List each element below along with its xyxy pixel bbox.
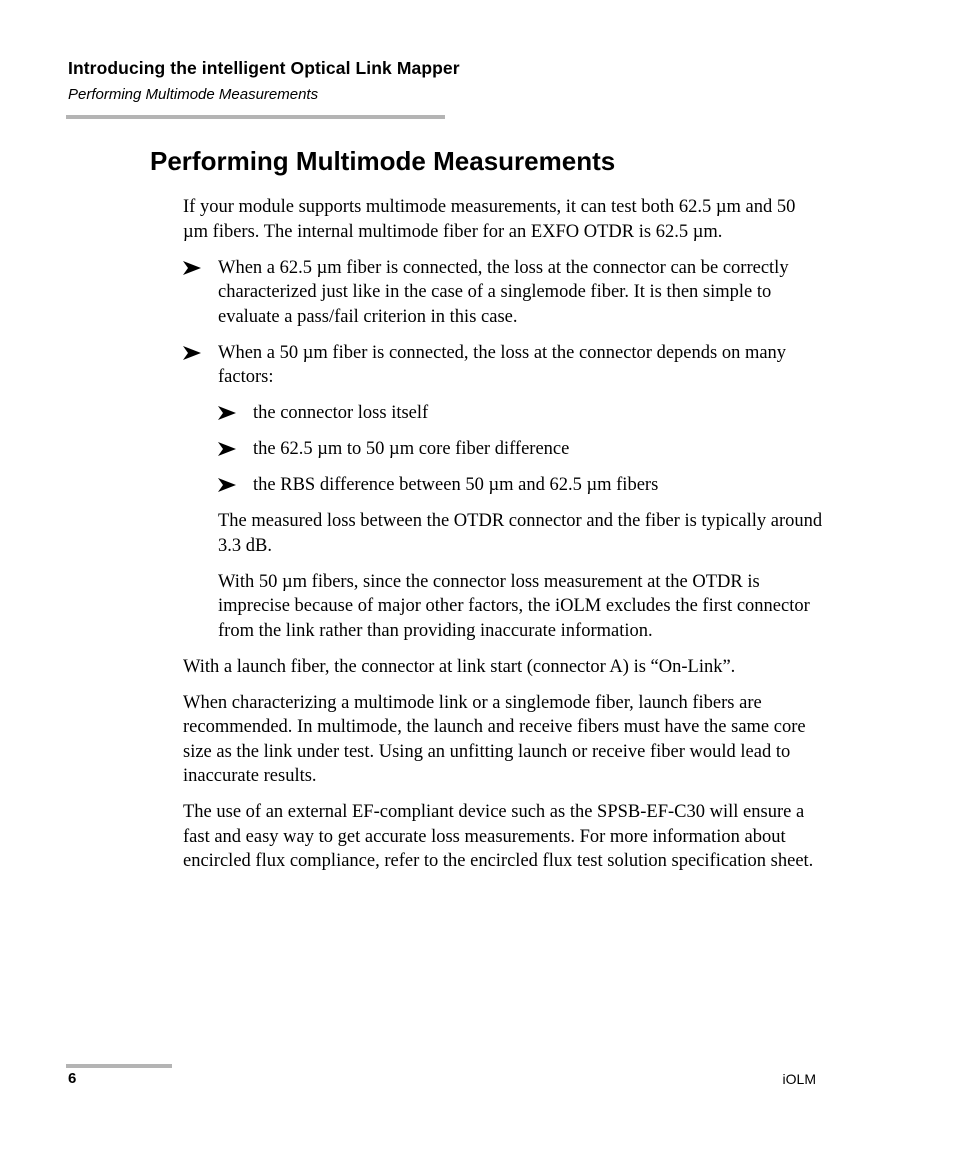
- page-number: 6: [68, 1070, 77, 1087]
- launch-fiber-paragraph: With a launch fiber, the connector at link start (connector A) is “On-Link”.: [183, 656, 736, 677]
- section-title: Performing Multimode Measurements: [150, 146, 616, 176]
- arrow-bullet-icon: [183, 346, 201, 360]
- footer-product-name: iOLM: [782, 1071, 816, 1087]
- intro-paragraph: If your module supports multimode measurements, it can test both 62.5 µm and 50 µm fibers. The internal multimode fiber for an EXFO OTDR is 62.5 µm.: [183, 197, 796, 242]
- arrow-bullet-icon: [218, 478, 236, 492]
- note-paragraph: The measured loss between the OTDR connector and the fiber is typically around 3.3 dB.: [218, 511, 823, 556]
- bullet-text: When a 62.5 µm fiber is connected, the loss at the connector can be correctly characterized just like in the case of a singlemode fiber. It is then simple to evaluate a pass/fail criterion in this case.: [218, 257, 789, 327]
- note-paragraph: With 50 µm fibers, since the connector loss measurement at the OTDR is imprecise because of major other factors, the iOLM excludes the first connector from the link rather than providing inaccurate information.: [218, 571, 810, 641]
- arrow-bullet-icon: [183, 261, 201, 275]
- section-body: [183, 195, 823, 885]
- bullet-item: [183, 341, 823, 390]
- header-divider: [66, 115, 445, 119]
- characterizing-paragraph: When characterizing a multimode link or a singlemode fiber, launch fibers are recommended. In multimode, the launch and receive fibers must have the same core size as the link under test. Using an unfitting launch or receive fiber would lead to inaccurate results.: [183, 692, 806, 786]
- sub-bullet-text: the connector loss itself: [253, 403, 429, 423]
- arrow-bullet-icon: [218, 406, 236, 420]
- arrow-bullet-icon: [218, 442, 236, 456]
- running-header-title: Introducing the intelligent Optical Link Mapper: [68, 58, 460, 78]
- sub-bullet-item: [218, 473, 823, 498]
- ef-compliance-paragraph: The use of an external EF-compliant device such as the SPSB-EF-C30 will ensure a fast and easy way to get accurate loss measurements. For more information about encircled flux compliance, refer to the encircled flux test solution specification sheet.: [183, 802, 814, 871]
- bullet-item: [183, 256, 823, 330]
- footer-divider: [66, 1064, 172, 1068]
- sub-bullet-text: the RBS difference between 50 µm and 62.5 µm fibers: [253, 475, 659, 495]
- sub-bullet-item: [218, 437, 823, 462]
- running-header-subtitle: Performing Multimode Measurements: [68, 86, 319, 103]
- sub-bullet-item: [218, 401, 823, 426]
- running-header: [68, 57, 460, 105]
- sub-bullet-text: the 62.5 µm to 50 µm core fiber difference: [253, 439, 570, 459]
- bullet-text: When a 50 µm fiber is connected, the loss at the connector depends on many factors:: [218, 342, 787, 387]
